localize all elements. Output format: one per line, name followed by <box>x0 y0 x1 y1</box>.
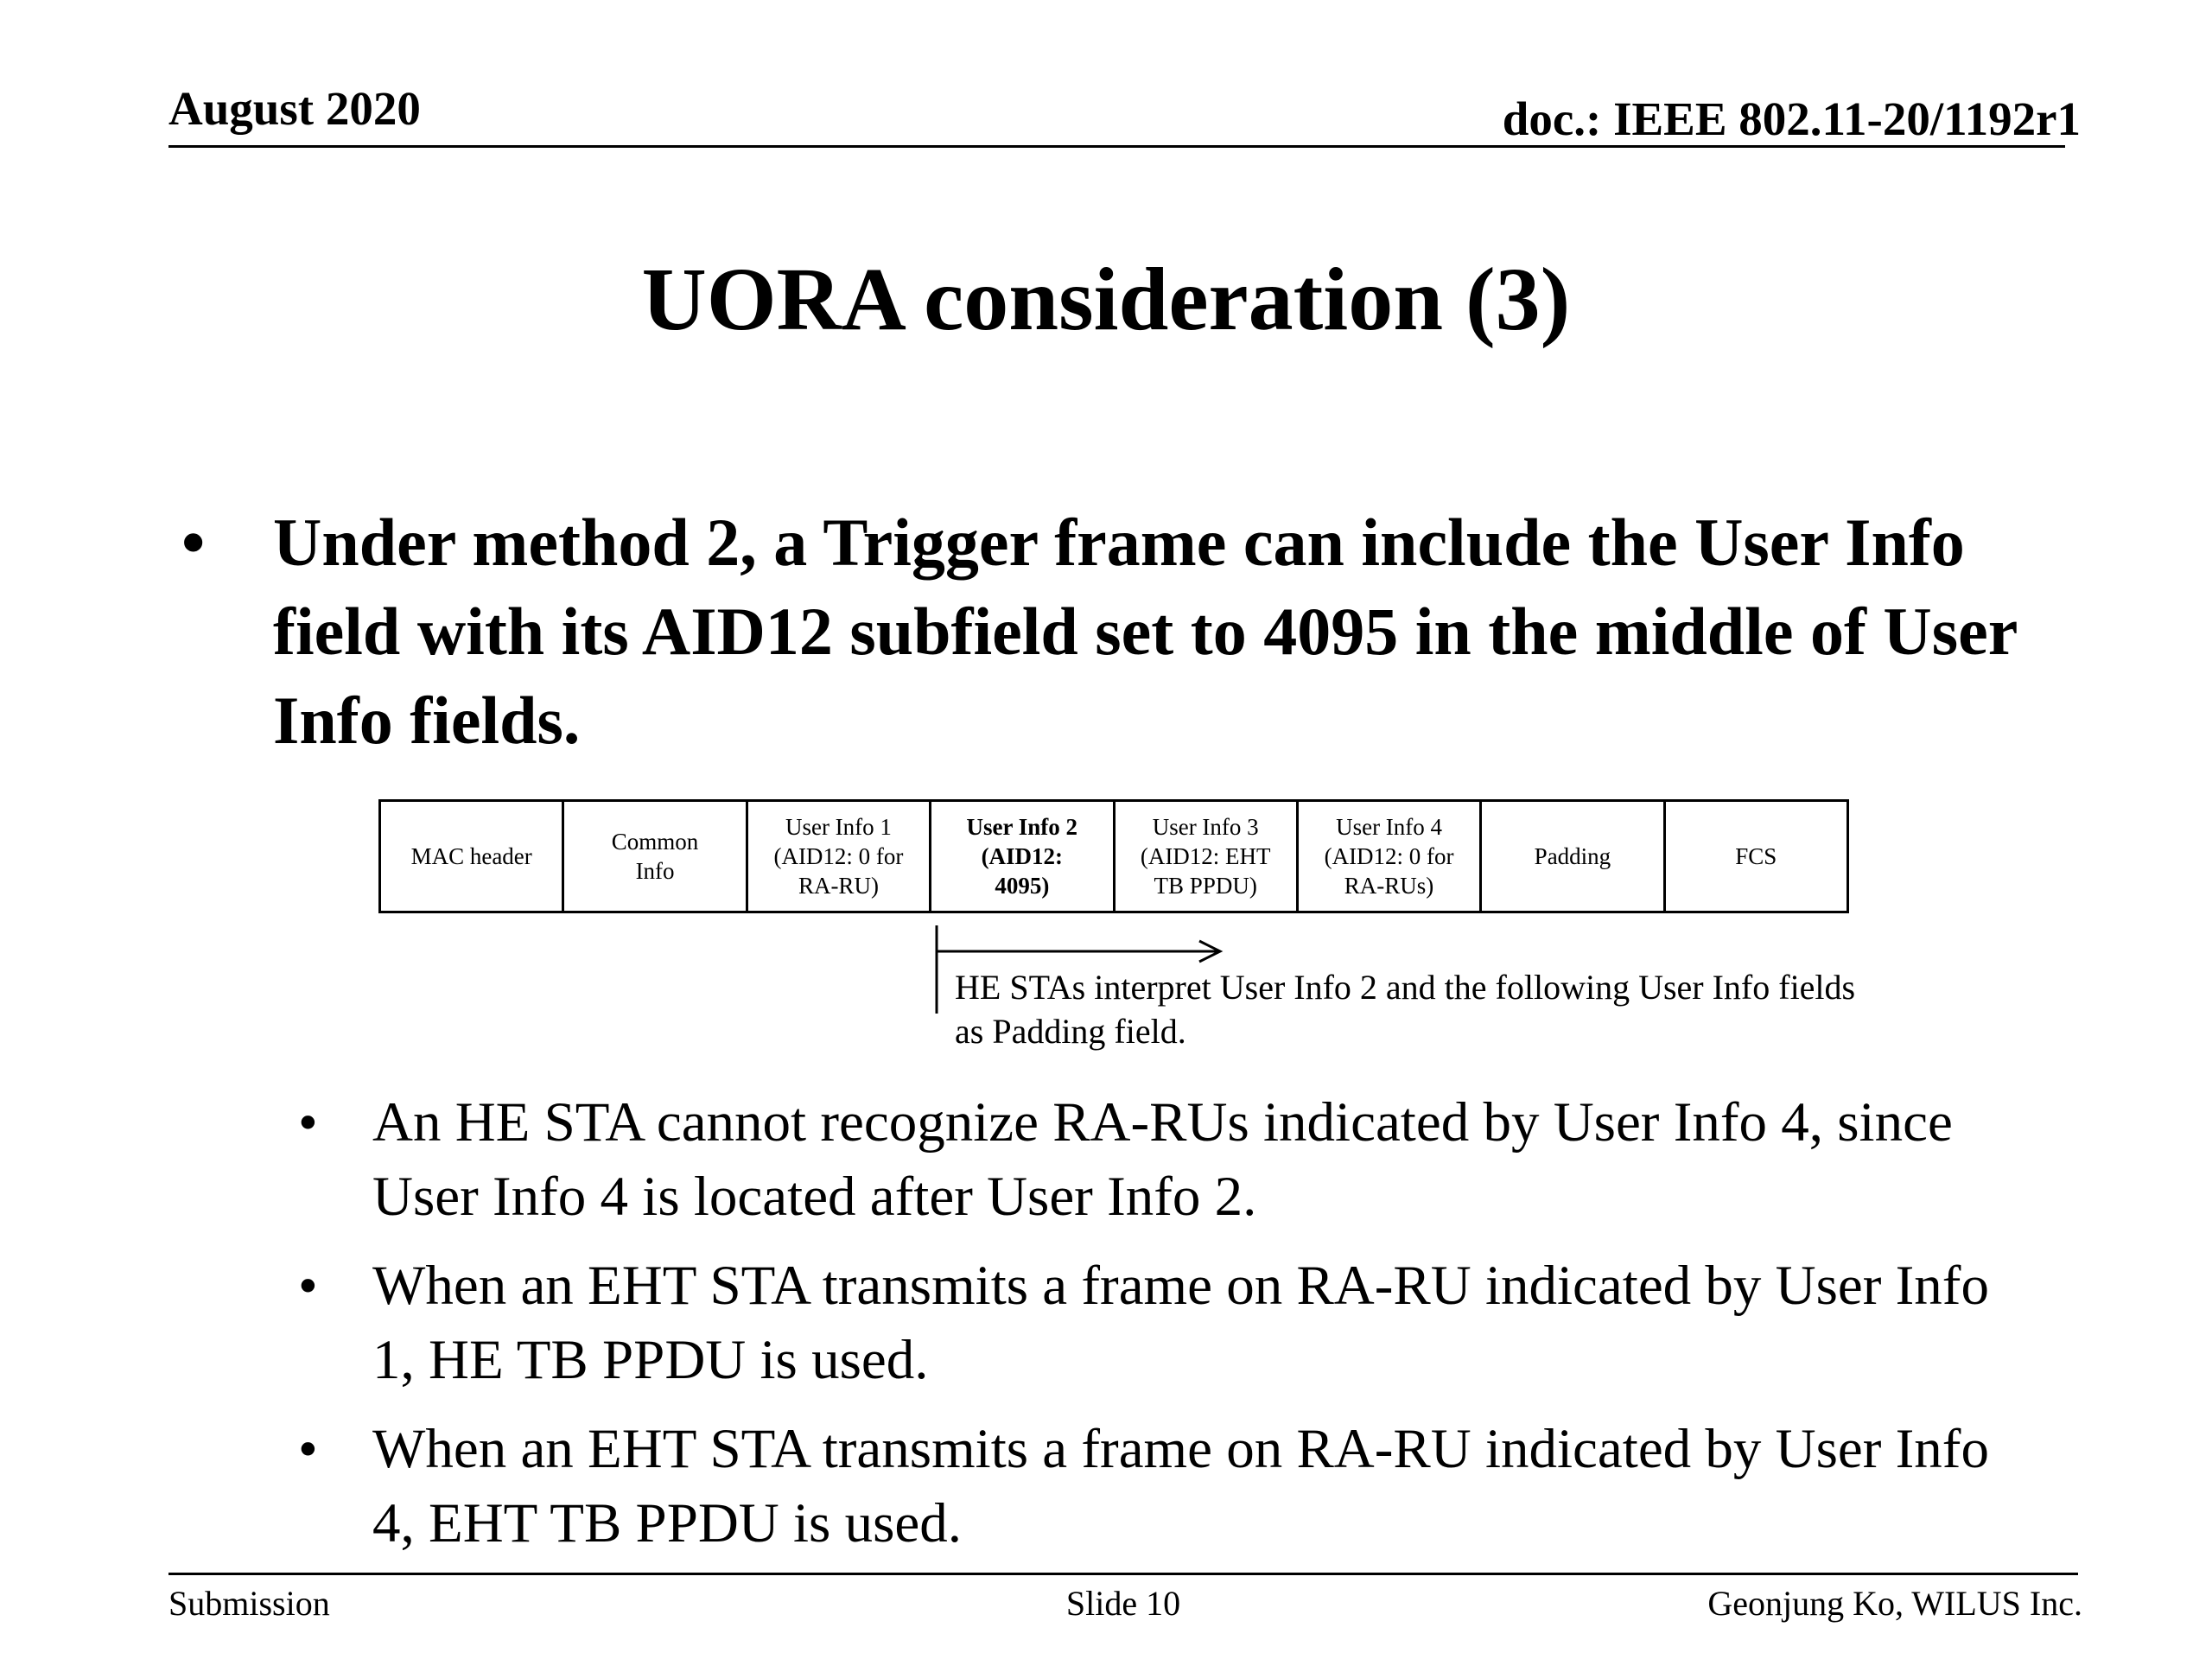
field-line: FCS <box>1735 843 1777 869</box>
field-line: (AID12: 0 for <box>773 843 904 869</box>
field-line: Info <box>635 858 675 884</box>
bullet-marker: • <box>298 1255 318 1317</box>
bullet-text: An HE STA cannot recognize RA-RUs indicated by User Info 4, since User Info 4 is located after User Info 2. <box>372 1091 1953 1228</box>
bullet-marker: • <box>298 1091 318 1154</box>
header-doc-id: doc.: IEEE 802.11-20/1192r1 <box>1502 92 2081 145</box>
padding-annotation <box>955 965 1974 1053</box>
field-line: User Info 3 <box>1152 814 1259 840</box>
field-user-info-4 <box>1297 801 1480 912</box>
field-padding <box>1481 801 1664 912</box>
field-line: RA-RUs) <box>1344 873 1434 899</box>
frame-field-row <box>380 801 1848 912</box>
field-line: MAC header <box>410 843 532 869</box>
footer-submission: Submission <box>168 1584 330 1623</box>
bullet-text: When an EHT STA transmits a frame on RA-RU indicated by User Info 4, EHT TB PPDU is used. <box>372 1418 1989 1554</box>
footer-slide-number: Slide 10 <box>1065 1584 1181 1623</box>
field-line: (AID12: EHT <box>1140 843 1271 869</box>
field-line: User Info 2 <box>966 814 1078 840</box>
bullet-marker: • <box>298 1418 318 1480</box>
field-line: (AID12: 0 for <box>1324 843 1454 869</box>
field-line: Padding <box>1534 843 1611 869</box>
list-item <box>298 1412 2009 1560</box>
field-mac-header <box>380 801 563 912</box>
field-fcs <box>1664 801 1847 912</box>
field-common-info <box>563 801 747 912</box>
list-item <box>298 1085 2009 1234</box>
field-line: Common <box>611 829 699 855</box>
field-line: User Info 1 <box>785 814 892 840</box>
field-line: TB PPDU) <box>1154 873 1257 899</box>
annotation-line: as Padding field. <box>955 1012 1186 1051</box>
footer-divider <box>168 1573 2078 1575</box>
list-item <box>298 1249 2009 1397</box>
field-line: 4095) <box>995 873 1050 899</box>
annotation-line: HE STAs interpret User Info 2 and the following User Info fields <box>955 968 1856 1007</box>
field-line: User Info 4 <box>1336 814 1443 840</box>
field-user-info-2 <box>931 801 1114 912</box>
slide-title: UORA consideration (3) <box>641 250 1571 349</box>
footer-author: Geonjung Ko, WILUS Inc. <box>1707 1584 2082 1623</box>
field-user-info-3 <box>1114 801 1297 912</box>
header-divider <box>168 145 2065 148</box>
sub-bullet-list <box>298 1085 2009 1575</box>
field-user-info-1 <box>747 801 930 912</box>
main-bullet-marker: • <box>181 505 206 580</box>
trigger-frame-diagram <box>378 799 1849 913</box>
main-bullet-text: Under method 2, a Trigger frame can include the User Info field with its AID12 subfield set to 4095 in the middle of User Info fields. <box>273 505 2017 758</box>
bullet-text: When an EHT STA transmits a frame on RA-RU indicated by User Info 1, HE TB PPDU is used. <box>372 1255 1989 1391</box>
field-line: (AID12: <box>981 843 1064 869</box>
field-line: RA-RU) <box>798 873 879 899</box>
header-date: August 2020 <box>168 82 421 135</box>
